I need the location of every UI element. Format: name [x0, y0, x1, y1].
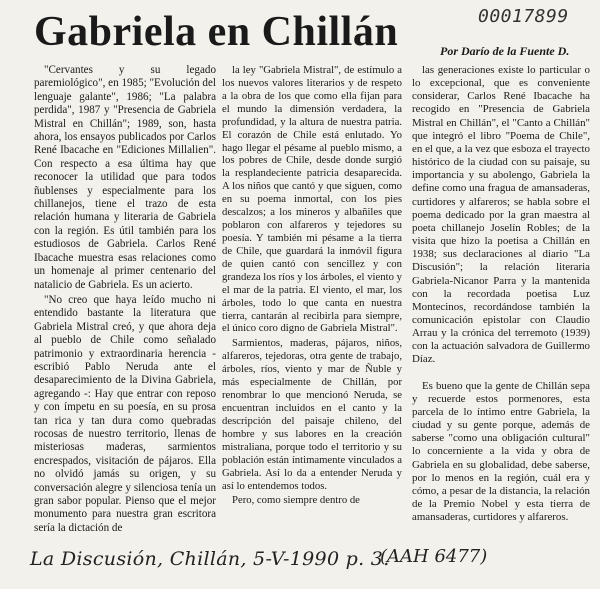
paragraph: Pero, como siempre dentro de	[232, 494, 360, 507]
reference-code-stamp: (AAH 6477)	[380, 546, 488, 567]
article-column-1	[34, 64, 216, 546]
handwritten-source-note: La Discusión, Chillán, 5-V-1990 p. 3.	[30, 548, 390, 570]
paragraph-gap	[412, 367, 590, 380]
paragraph: Es bueno que la gente de Chillán sepa y recuerde estos pormenores, esta parcela de lo íntimo entre Gabriela, la ciudad y su gente porque, además de saberse "como una obligación cultural" lo concerniente a la vida y obra de Gabriela en su globalidad, debe saberse, por lo menos en la región, cuál era y cómo, a pesar de la distancia, la relación de la Premio Nobel y esta tierra de amansaderas, curtidores y alfareros.	[412, 379, 590, 524]
article-title: Gabriela en Chillán	[34, 9, 399, 55]
paragraph: Sarmientos, maderas, pájaros, niños, alfareros, tejedoras, otra gente de trabajo, árboles, ríos, viento y mar de Ñuble y más especialmente de Chillán, por renombrar lo que mencionó Neruda, se encuentran incluidos en el canto y la descripción del paisaje chileno, del hombre y sus labores en la creación mistraliana, porque todo el territorio y su población están íntimamente vinculados a Gabriela. Así lo da a entender Neruda y así lo entendemos todos.	[222, 337, 402, 492]
paragraph: "Cervantes y su legado paremiológico", en 1985; "Evolución del lenguaje galante", 1986; "La palabra perdida", 1987 y "Presencia de Gabriela Mistral en Chillán"; 1989, son, hasta ahora, los ensayos publicados por Carlos René Ibacache en "Ediciones Millalien". Con respecto a esa última hay que reconocer la utilidad que para todos ñublenses y especialmente para los chillanejos, tiene el trazo de esta relación humana y literaria de Gabriela con la región. Es útil también para los estudiosos de Gabriela. Carlos René Ibacache muestra esas relaciones como un homenaje al primer centenario del natalicio de Gabriela. Es un acierto.	[34, 64, 216, 291]
archive-code-stamp: 00017899	[478, 6, 569, 27]
paragraph: la ley "Gabriela Mistral", de estímulo a los nuevos valores literarios y de respeto a la obra de los que como ella fijan para el mundo la dimensión verdadera, la profundidad, y la altura de nuestra patria. El corazón de Chile está enlutado. Yo hago llegar el pésame al pueblo mismo, a los pobres de Chile, desde donde surgió la resplandeciente patricia desaparecida. A los niños que cantó y que siguen, como en su poema inmortal, con los pies descalzos; a los mineros y albañiles que poblaron con alfareros y tejedores su poesía. Y también mi pésame a la tierra de Chile, que guardará la inmóvil figura de quien cantó con sencillez y con grandeza los ríos y los árboles, el viento y el mar de la patria. El viento, el mar, los árboles, todo lo que canta en nuestra tierra, cantarán al recibirla para siempre, el único coro digno de Gabriela Mistral".	[222, 64, 402, 335]
paragraph: las generaciones existe lo particular o lo excepcional, que es conveniente considerar, Carlos René Ibacache ha recogido en "Presencia de Gabriela Mistral en Chillán", el "Canto a Chillán" que integró el libro "Poema de Chile", en el que, a la vez que esboza el trayecto histórico de la ciudad con su paisaje, su importancia y su abolengo, Gabriela la define como una fragua de amansaderas, curtidores y alfareros; se habla sobre el poema dedicado por la gran maestra al poeta chillanejo Joselín Robles; de la visita que hizo la poetisa a Chillán en 1938; sus declaraciones al diario "La Discusión"; la relación literaria Gabriela-Nicanor Parra y la mantenida con la recordada poetisa Luz Montecinos, recordándose también la comunicación epistolar con Claudio Arrau y la crónica del terremoto (1939) con la actuación salvadora de Guillermo Díaz.	[412, 64, 590, 366]
article-column-2	[222, 64, 402, 526]
article-column-3	[412, 64, 590, 534]
byline: Por Darío de la Fuente D.	[440, 44, 570, 58]
paragraph: "No creo que haya leído mucho ni entendido bastante la literatura que Gabriela Mistral creó, y que ahora deja al pueblo de Chile como señalado patrimonio y extraordinaria herencia - escribió Pablo Neruda ante el desaparecimiento de la Divina Gabriela, agregando -: Hay que entrar con reposo y con ímpetu en su poesía, en su prosa tan rica y tan dura como quebradas rocosas de nuestro territorio, llenas de misteriosas maderas, sarmientos encrespados, visitación de pájaros. Ella no olvidó jamás su origen, y su conversación alegre y silenciosa tenía un gran sabor popular. Pienso que el mejor monumento para nuestra gran escritora sería la dictación de	[34, 293, 216, 534]
